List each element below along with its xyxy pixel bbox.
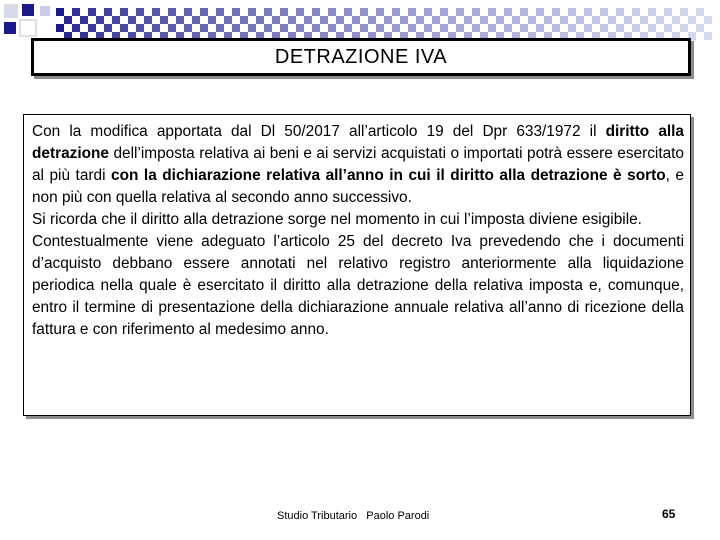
checker-cell xyxy=(440,8,448,16)
checker-cell xyxy=(320,16,328,24)
checker-cell xyxy=(392,8,400,16)
checker-cell xyxy=(472,8,480,16)
checker-cell xyxy=(136,24,144,32)
title-box xyxy=(31,38,691,76)
checker-cell xyxy=(456,24,464,32)
checker-cell xyxy=(632,24,640,32)
checker-cell xyxy=(232,24,240,32)
checker-cell xyxy=(424,8,432,16)
checker-cell xyxy=(200,8,208,16)
checker-cell xyxy=(296,24,304,32)
checker-cell xyxy=(552,24,560,32)
checker-cell xyxy=(296,8,304,16)
checker-cell xyxy=(680,8,688,16)
checker-cell xyxy=(312,8,320,16)
checker-cell xyxy=(248,24,256,32)
checker-cell xyxy=(688,16,696,24)
checker-cell xyxy=(496,16,504,24)
paragraph-3: Contestualmente viene adeguato l’articolo 25 del decreto Iva prevedendo che i documenti d’acquisto debbano essere annotati nel relativo registro anteriormente alla liquidazione periodica nella quale è esercitato il diritto alla detrazione della relativa imposta e, comunque, entro il termine di presentazione della dichiarazione annuale relativa all’anno di ricezione della fattura e con riferimento al medesimo anno. xyxy=(32,233,684,338)
checker-cell xyxy=(176,16,184,24)
checker-cell xyxy=(304,16,312,24)
checker-cell xyxy=(648,8,656,16)
checker-cell xyxy=(464,16,472,24)
checker-cell xyxy=(104,24,112,32)
checker-cell xyxy=(400,16,408,24)
checker-cell xyxy=(488,24,496,32)
checker-cell xyxy=(224,16,232,24)
checker-cell xyxy=(424,24,432,32)
checker-cell xyxy=(616,8,624,16)
checker-cell xyxy=(312,24,320,32)
checker-cell xyxy=(112,16,120,24)
checker-cell xyxy=(256,16,264,24)
checker-cell xyxy=(544,16,552,24)
paragraph-1-text-a: Con la modifica apportata dal Dl 50/2017 all’articolo 19 del Dpr 633/1972 il xyxy=(32,123,606,140)
checker-cell xyxy=(360,8,368,16)
checker-cell xyxy=(344,8,352,16)
page-number: 65 xyxy=(662,507,676,521)
checker-cell xyxy=(120,24,128,32)
checker-cell xyxy=(56,24,64,32)
checker-cell xyxy=(120,8,128,16)
checker-cell xyxy=(136,8,144,16)
checker-cell xyxy=(552,8,560,16)
checker-cell xyxy=(264,24,272,32)
checker-cell xyxy=(328,24,336,32)
checker-cell xyxy=(128,16,136,24)
checker-cell xyxy=(288,16,296,24)
checker-cell xyxy=(656,16,664,24)
checker-cell xyxy=(232,8,240,16)
checker-cell xyxy=(328,8,336,16)
checker-cell xyxy=(528,16,536,24)
footer-source: Studio Tributario Paolo Parodi xyxy=(277,510,430,522)
checker-cell xyxy=(512,16,520,24)
checker-cell xyxy=(664,24,672,32)
paragraph-1-text-b: dell’imposta relativa ai beni e ai servizi acquistati o importati potrà essere esercitato al più tardi xyxy=(32,145,684,184)
checker-cell xyxy=(600,24,608,32)
checker-cell xyxy=(696,24,704,32)
checker-cell xyxy=(584,8,592,16)
checker-cell xyxy=(584,24,592,32)
checker-cell xyxy=(520,8,528,16)
checker-cell xyxy=(336,16,344,24)
checker-cell xyxy=(568,24,576,32)
checker-cell xyxy=(280,24,288,32)
checker-cell xyxy=(104,8,112,16)
checker-cell xyxy=(168,8,176,16)
checker-cell xyxy=(472,24,480,32)
checker-cell xyxy=(352,16,360,24)
checker-cell xyxy=(184,24,192,32)
paragraph-1-text-c: , e non più con quella relativa al secondo anno successivo. xyxy=(32,167,684,206)
checker-cell xyxy=(160,16,168,24)
checker-cell xyxy=(376,24,384,32)
checker-cell xyxy=(640,16,648,24)
checker-cell xyxy=(440,24,448,32)
checker-cell xyxy=(504,24,512,32)
checker-cell xyxy=(568,8,576,16)
paragraph-1-bold-a: diritto alla detrazione xyxy=(32,123,684,162)
checker-cell xyxy=(696,8,704,16)
checker-cell xyxy=(416,16,424,24)
paragraph-2: Si ricorda che il diritto alla detrazione sorge nel momento in cui l’imposta diviene esigibile. xyxy=(32,211,642,228)
checker-cell xyxy=(344,24,352,32)
checker-cell xyxy=(576,16,584,24)
checker-cell xyxy=(536,24,544,32)
checker-cell xyxy=(608,16,616,24)
checker-cell xyxy=(64,16,72,24)
checker-cell xyxy=(536,8,544,16)
checker-cell xyxy=(264,8,272,16)
checker-cell xyxy=(360,24,368,32)
checker-cell xyxy=(184,8,192,16)
checker-cell xyxy=(672,16,680,24)
checker-cell xyxy=(272,16,280,24)
checker-cell xyxy=(624,16,632,24)
checker-cell xyxy=(616,24,624,32)
checker-cell xyxy=(208,16,216,24)
checker-cell xyxy=(560,16,568,24)
checker-cell xyxy=(192,16,200,24)
checker-cell xyxy=(72,24,80,32)
checker-cell xyxy=(704,32,712,40)
checker-cell xyxy=(600,8,608,16)
checker-cell xyxy=(72,8,80,16)
checker-cell xyxy=(88,24,96,32)
checker-cell xyxy=(704,16,712,24)
checker-cell xyxy=(376,8,384,16)
slide-title: DETRAZIONE IVA xyxy=(274,45,448,68)
checker-cell xyxy=(240,16,248,24)
checker-cell xyxy=(504,8,512,16)
checker-cell xyxy=(200,24,208,32)
checker-cell xyxy=(592,16,600,24)
checker-cell xyxy=(152,24,160,32)
checker-cell xyxy=(280,8,288,16)
checker-cell xyxy=(680,24,688,32)
checker-cell xyxy=(56,8,64,16)
checker-cell xyxy=(88,8,96,16)
checker-cell xyxy=(96,16,104,24)
checker-cell xyxy=(384,16,392,24)
paragraph-1-bold-b: con la dichiarazione relativa all’anno in cui il diritto alla detrazione è sorto xyxy=(111,167,666,184)
paragraph-1 xyxy=(32,121,684,209)
checker-cell xyxy=(632,8,640,16)
checker-cell xyxy=(248,8,256,16)
checker-cell xyxy=(408,24,416,32)
checker-cell xyxy=(392,24,400,32)
checker-cell xyxy=(488,8,496,16)
checker-cell xyxy=(520,24,528,32)
checker-cell xyxy=(152,8,160,16)
checker-cell xyxy=(456,8,464,16)
checker-cell xyxy=(480,16,488,24)
checker-cell xyxy=(408,8,416,16)
checker-cell xyxy=(432,16,440,24)
checker-cell xyxy=(368,16,376,24)
checker-cell xyxy=(80,16,88,24)
checker-cell xyxy=(648,24,656,32)
checker-cell xyxy=(216,8,224,16)
checker-cell xyxy=(664,8,672,16)
checker-cell xyxy=(216,24,224,32)
checker-cell xyxy=(448,16,456,24)
content-box xyxy=(23,114,691,416)
checker-cell xyxy=(168,24,176,32)
checker-cell xyxy=(144,16,152,24)
